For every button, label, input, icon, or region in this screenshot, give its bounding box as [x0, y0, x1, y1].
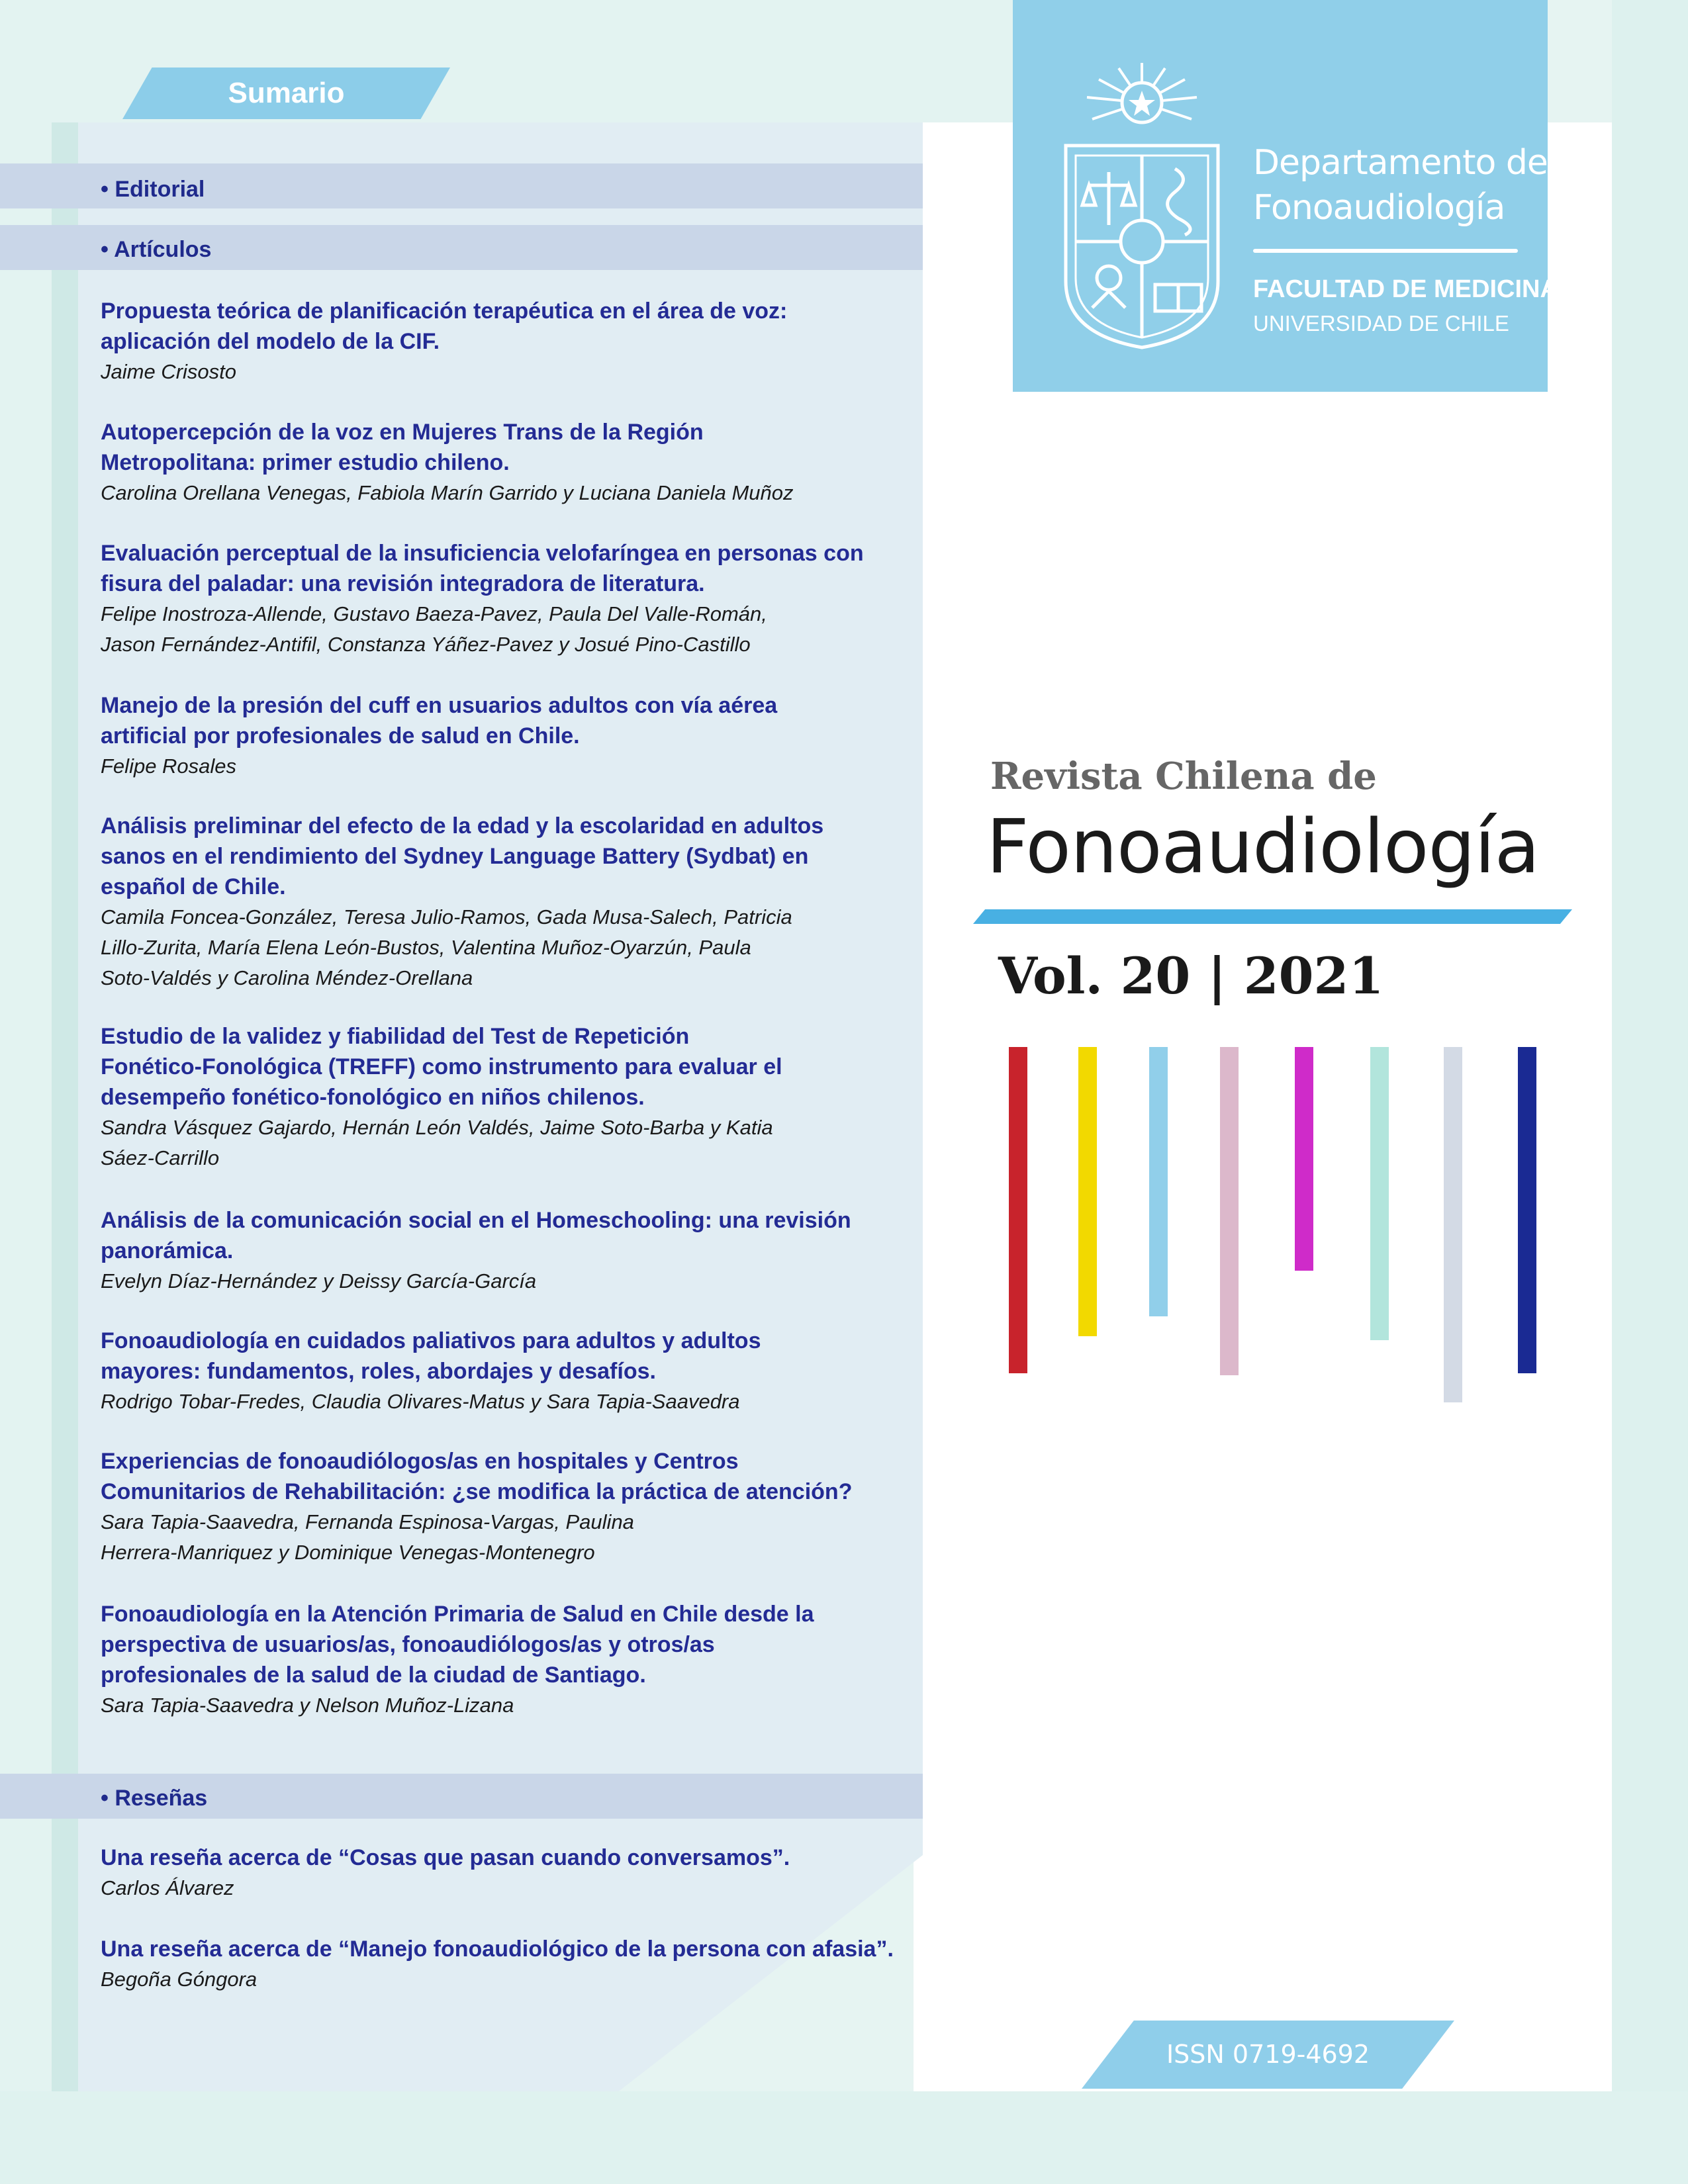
articles-authors-line: Sáez-Carrillo	[101, 1146, 220, 1169]
articles-item[interactable]	[101, 296, 895, 387]
reviews-authors-line: Begoña Góngora	[101, 1968, 258, 1991]
articles-title-line[interactable]: artificial por profesionales de salud en Chile.	[101, 723, 580, 749]
color-bar	[1518, 1047, 1536, 1373]
articles-title-line[interactable]: Autopercepción de la voz en Mujeres Trans de la Región	[101, 420, 704, 445]
section-label-resenas[interactable]: • Reseñas	[101, 1786, 208, 1811]
articles-authors-line: Camila Foncea-González, Teresa Julio-Ramos, Gada Musa-Salech, Patricia	[101, 905, 792, 929]
articles-item[interactable]	[101, 538, 895, 660]
faculty-name: FACULTAD DE MEDICINA	[1253, 275, 1558, 303]
articles-item[interactable]	[101, 1446, 895, 1568]
articles-title-line[interactable]: fisura del paladar: una revisión integradora de literatura.	[101, 571, 705, 596]
title-divider	[973, 909, 1572, 924]
logo-divider	[1253, 249, 1518, 253]
articles-item[interactable]	[101, 1599, 895, 1721]
articles-title-line[interactable]: Comunitarios de Rehabilitación: ¿se modifica la práctica de atención?	[101, 1479, 853, 1504]
articles-item[interactable]	[101, 1021, 895, 1173]
articles-title-line[interactable]: mayores: fundamentos, roles, abordajes y desafíos.	[101, 1359, 656, 1384]
articles-authors-line: Felipe Rosales	[101, 754, 237, 778]
articles-title-line[interactable]: Estudio de la validez y fiabilidad del Test de Repetición	[101, 1024, 690, 1049]
articles-title-line[interactable]: panorámica.	[101, 1238, 234, 1263]
articles-authors-line: Jaime Crisosto	[101, 360, 236, 383]
articles-title-line[interactable]: Fonético-Fonológica (TREFF) como instrumento para evaluar el	[101, 1054, 782, 1079]
articles-authors-line: Rodrigo Tobar-Fredes, Claudia Olivares-Matus y Sara Tapia-Saavedra	[101, 1390, 740, 1413]
articles-authors-line: Sara Tapia-Saavedra, Fernanda Espinosa-Vargas, Paulina	[101, 1510, 634, 1533]
reviews-item[interactable]	[101, 1843, 895, 1903]
color-bar	[1295, 1047, 1313, 1271]
articles-authors-line: Felipe Inostroza-Allende, Gustavo Baeza-Pavez, Paula Del Valle-Román,	[101, 602, 767, 625]
articles-title-line[interactable]: Metropolitana: primer estudio chileno.	[101, 450, 510, 475]
articles-authors-line: Carolina Orellana Venegas, Fabiola Marín Garrido y Luciana Daniela Muñoz	[101, 481, 794, 504]
color-bar	[1370, 1047, 1389, 1340]
articles-authors-line: Soto-Valdés y Carolina Méndez-Orellana	[101, 966, 473, 989]
department-name-line2: Fonoaudiología	[1253, 188, 1505, 228]
articles-title-line[interactable]: sanos en el rendimiento del Sydney Language Battery (Sydbat) en	[101, 844, 809, 869]
color-bar	[1149, 1047, 1168, 1316]
articles-title-line[interactable]: español de Chile.	[101, 874, 286, 899]
color-bar	[1078, 1047, 1097, 1336]
reviews-item[interactable]	[101, 1934, 895, 1995]
journal-title: Fonoaudiología	[986, 804, 1540, 890]
articles-authors-line: Herrera-Manriquez y Dominique Venegas-Montenegro	[101, 1541, 595, 1564]
department-name-line1: Departamento de	[1253, 143, 1548, 183]
articles-item[interactable]	[101, 1205, 895, 1297]
articles-title-line[interactable]: Análisis de la comunicación social en el Homeschooling: una revisión	[101, 1208, 851, 1233]
articles-title-line[interactable]: Propuesta teórica de planificación terapéutica en el área de voz:	[101, 298, 788, 324]
volume-year: Vol. 20 | 2021	[998, 946, 1384, 1005]
background-right-strip	[1612, 0, 1688, 2184]
background-left-strip	[0, 122, 52, 2184]
sumario-label: Sumario	[228, 77, 345, 109]
articles-authors-line: Evelyn Díaz-Hernández y Deissy García-García	[101, 1269, 537, 1293]
articles-title-line[interactable]: Evaluación perceptual de la insuficiencia velofaríngea en personas con	[101, 541, 864, 566]
articles-title-line[interactable]: Fonoaudiología en cuidados paliativos para adultos y adultos	[101, 1328, 761, 1353]
university-crest-icon	[1046, 56, 1238, 354]
articles-item[interactable]	[101, 1326, 895, 1417]
articles-item[interactable]	[101, 417, 895, 508]
color-bar	[1220, 1047, 1239, 1375]
articles-authors-line: Jason Fernández-Antifil, Constanza Yáñez-Pavez y Josué Pino-Castillo	[101, 633, 751, 656]
color-bar	[1444, 1047, 1462, 1402]
articles-authors-line: Sandra Vásquez Gajardo, Hernán León Valdés, Jaime Soto-Barba y Katia	[101, 1116, 773, 1139]
articles-title-line[interactable]: Análisis preliminar del efecto de la edad y la escolaridad en adultos	[101, 813, 824, 839]
journal-pre-title: Revista Chilena de	[990, 754, 1377, 798]
articles-title-line[interactable]: Manejo de la presión del cuff en usuarios adultos con vía aérea	[101, 693, 778, 718]
articles-authors-line: Lillo-Zurita, María Elena León-Bustos, Valentina Muñoz-Oyarzún, Paula	[101, 936, 751, 959]
articles-item[interactable]	[101, 811, 895, 993]
color-bar	[1009, 1047, 1027, 1373]
articles-title-line[interactable]: perspectiva de usuarios/as, fonoaudiólogos/as y otros/as	[101, 1632, 715, 1657]
articles-title-line[interactable]: Experiencias de fonoaudiólogos/as en hospitales y Centros	[101, 1449, 739, 1474]
articles-title-line[interactable]: profesionales de la salud de la ciudad de Santiago.	[101, 1662, 646, 1688]
background-left-accent-strip	[52, 122, 78, 2184]
reviews-authors-line: Carlos Álvarez	[101, 1876, 234, 1899]
articles-item[interactable]	[101, 690, 895, 782]
background-bottom-strip	[0, 2091, 1688, 2184]
reviews-title-line[interactable]: Una reseña acerca de “Manejo fonoaudiológico de la persona con afasia”.	[101, 1936, 894, 1962]
articles-title-line[interactable]: desempeño fonético-fonológico en niños chilenos.	[101, 1085, 645, 1110]
section-label-editorial[interactable]: • Editorial	[101, 177, 205, 202]
reviews-title-line[interactable]: Una reseña acerca de “Cosas que pasan cuando conversamos”.	[101, 1845, 790, 1870]
university-name: UNIVERSIDAD DE CHILE	[1253, 311, 1509, 336]
issn-label: ISSN 0719-4692	[1166, 2040, 1370, 2069]
articles-title-line[interactable]: aplicación del modelo de la CIF.	[101, 329, 440, 354]
section-label-articulos[interactable]: • Artículos	[101, 237, 212, 262]
articles-title-line[interactable]: Fonoaudiología en la Atención Primaria de Salud en Chile desde la	[101, 1602, 814, 1627]
articles-authors-line: Sara Tapia-Saavedra y Nelson Muñoz-Lizana	[101, 1694, 514, 1717]
